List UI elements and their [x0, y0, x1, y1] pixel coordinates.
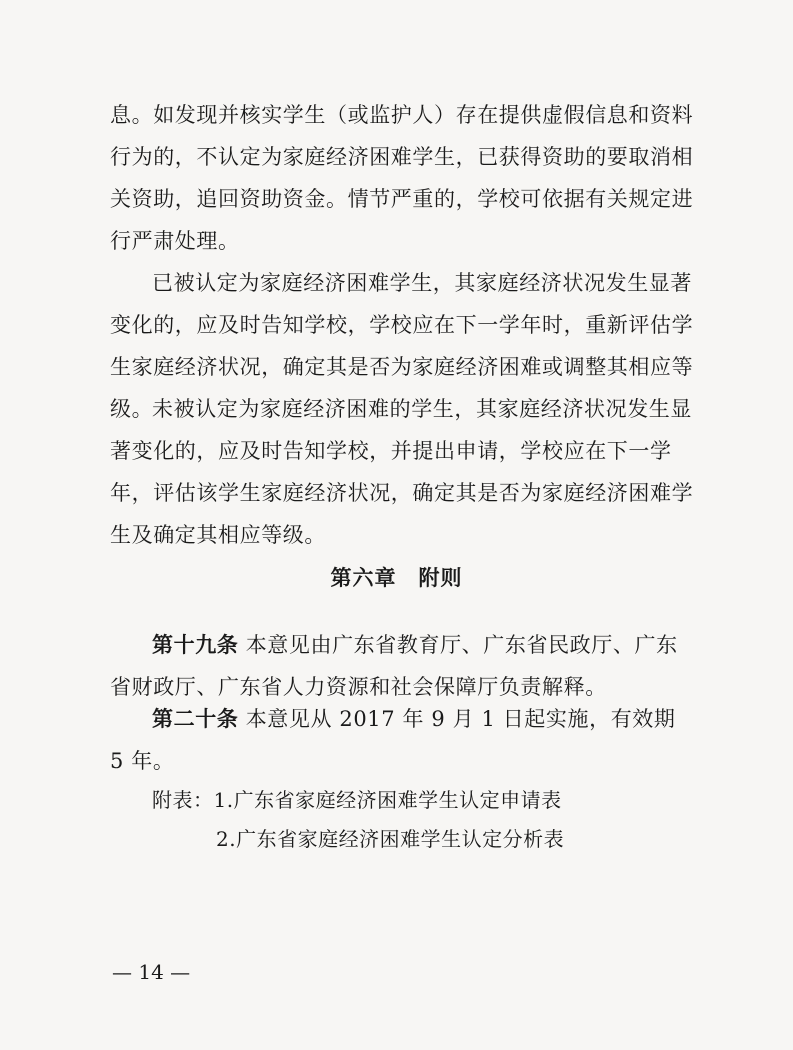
- paragraph-unrecognized-change: 未被认定为家庭经济困难的学生，其家庭经济状况发生显著变化的，应及时告知学校，并提出申请，学校应在下一学年，评估该学生家庭经济状况，确定其是否为家庭经济困难学生及确定其相应等级。: [110, 397, 694, 547]
- page-number: — 14 —: [112, 960, 191, 984]
- article-20: [110, 698, 695, 782]
- paragraph-recognized-change: 已被认定为家庭经济困难学生，其家庭经济状况发生显著变化的，应及时告知学校，学校应在下一学年时，重新评估学生家庭经济状况，确定其是否为家庭经济困难或调整其相应等级。: [110, 271, 694, 421]
- article-20-text: 本意见从 2017 年 9 月 1 日起实施，有效期 5 年。: [110, 707, 676, 773]
- attachment-item-1: 1.广东省家庭经济困难学生认定申请表: [213, 788, 562, 812]
- attachments-first-row: [152, 784, 562, 813]
- article-20-label: 第二十条: [152, 707, 239, 731]
- attachment-item-2: 2.广东省家庭经济困难学生认定分析表: [216, 827, 565, 851]
- article-19-label: 第十九条: [152, 633, 239, 657]
- paragraph-continuation: 息。如发现并核实学生（或监护人）存在提供虚假信息和资料行为的，不认定为家庭经济困难学生，已获得资助的要取消相关资助，追回资助资金。情节严重的，学校可依据有关规定进行严肃处理。: [110, 103, 694, 253]
- article-19-text: 本意见由广东省教育厅、广东省民政厅、广东省财政厅、广东省人力资源和社会保障厅负责解释。: [110, 633, 678, 699]
- article-19: [110, 624, 695, 708]
- attachments-second-row: [216, 823, 564, 852]
- attachments-label: 附表：: [152, 788, 214, 812]
- chapter-heading: 第六章 附则: [330, 566, 463, 590]
